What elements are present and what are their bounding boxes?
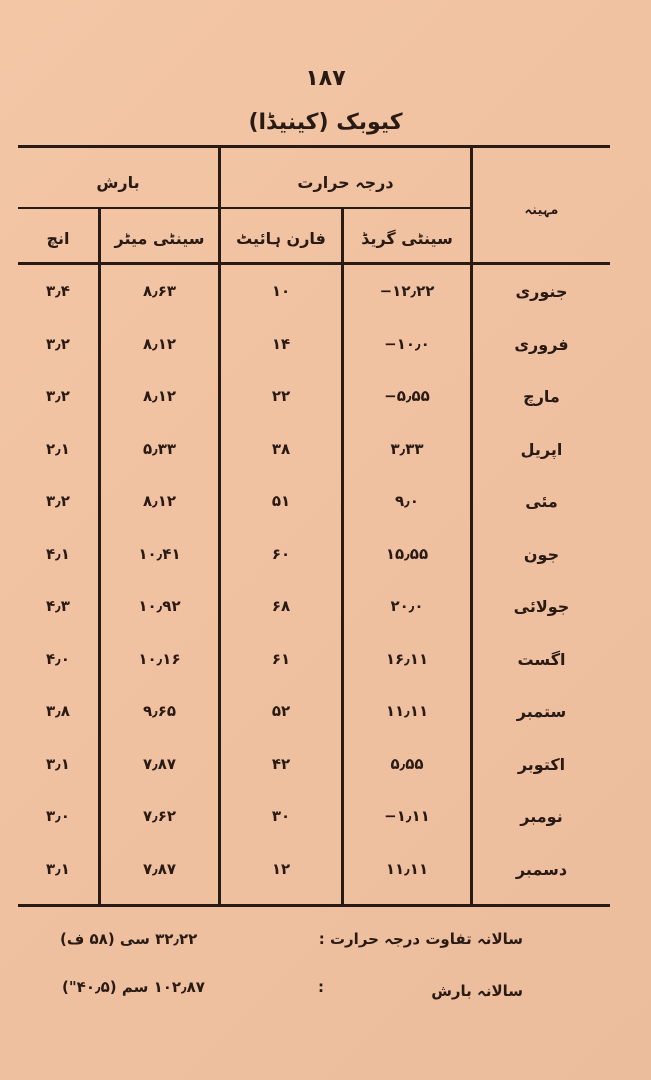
- table-cell-cm: ۸٫۶۳: [142, 282, 177, 300]
- header-celsius: سینٹی گریڈ: [361, 229, 453, 248]
- table-cell-celsius: ۱۰٫۰−: [384, 334, 430, 353]
- table-cell-fahrenheit: ۴۲: [271, 754, 291, 773]
- table-cell-inch: ۳٫۱: [46, 754, 70, 773]
- month-name: دسمبر: [515, 859, 568, 879]
- col-divider: [218, 145, 221, 904]
- table-cell-fahrenheit: ۶۰: [271, 544, 291, 563]
- month-name: اپریل: [520, 439, 563, 459]
- climate-table: [18, 145, 610, 907]
- annual-rain-value: ۱۰۲٫۸۷ سم (۴۰٫۵"): [62, 978, 205, 996]
- table-cell-fahrenheit: ۱۰: [271, 282, 291, 300]
- table-cell-celsius: ۵٫۵۵: [390, 754, 424, 773]
- month-name: جنوری: [515, 282, 568, 301]
- table-bottom-rule: [18, 904, 610, 907]
- table-cell-celsius: ۱۱٫۱۱: [385, 859, 429, 878]
- table-cell-celsius: ۱۲٫۲۲−: [379, 282, 435, 300]
- header-fahrenheit: فارن ہائیٹ: [236, 229, 326, 248]
- table-cell-cm: ۱۰٫۱۶: [138, 649, 181, 668]
- table-cell-fahrenheit: ۵۱: [271, 492, 291, 510]
- table-cell-celsius: ۱۱٫۱۱: [385, 702, 429, 720]
- table-cell-celsius: ۱۵٫۵۵: [385, 544, 429, 563]
- col-divider: [470, 145, 473, 904]
- table-cell-fahrenheit: ۵۲: [271, 702, 291, 720]
- table-cell-celsius: ۵٫۵۵−: [384, 387, 430, 405]
- table-cell-cm: ۸٫۱۲: [142, 334, 177, 353]
- table-cell-inch: ۴٫۱: [46, 544, 70, 563]
- table-cell-celsius: ۱۶٫۱۱: [385, 649, 429, 668]
- month-name: ستمبر: [516, 702, 567, 721]
- table-cell-inch: ۳٫۲: [46, 334, 70, 353]
- table-cell-cm: ۸٫۱۲: [142, 492, 177, 510]
- annual-temp-label: سالانہ تفاوت درجہ حرارت :: [318, 930, 523, 948]
- table-cell-cm: ۹٫۶۵: [142, 702, 177, 720]
- table-cell-celsius: ۱٫۱۱−: [384, 807, 430, 825]
- table-cell-fahrenheit: ۲۲: [271, 387, 291, 405]
- annual-rain-label: سالانہ بارش: [431, 982, 523, 1000]
- header-temperature: درجہ حرارت: [297, 173, 394, 192]
- table-cell-cm: ۷٫۸۷: [142, 859, 177, 878]
- table-cell-inch: ۳٫۸: [46, 702, 70, 720]
- month-name: فروری: [514, 334, 569, 354]
- table-cell-inch: ۳٫۱: [46, 859, 70, 878]
- table-cell-inch: ۳٫۰: [46, 807, 70, 825]
- group-header-rule: [18, 207, 473, 209]
- table-cell-cm: ۸٫۱۲: [142, 387, 177, 405]
- header-bottom-rule: [18, 262, 610, 265]
- month-name: اکتوبر: [517, 754, 566, 774]
- table-cell-cm: ۵٫۳۳: [142, 439, 177, 458]
- month-name: نومبر: [520, 807, 563, 826]
- table-cell-inch: ۳٫۲: [46, 387, 70, 405]
- table-cell-cm: ۷٫۸۷: [142, 754, 177, 773]
- month-name: جولائی: [513, 597, 570, 616]
- table-cell-inch: ۴٫۳: [46, 597, 70, 615]
- table-cell-celsius: ۳٫۳۳: [390, 439, 424, 458]
- table-cell-fahrenheit: ۱۴: [271, 334, 291, 353]
- table-cell-fahrenheit: ۳۰: [271, 807, 291, 825]
- table-cell-fahrenheit: ۶۱: [271, 649, 291, 668]
- page-title: کیوبک (کینیڈا): [248, 110, 403, 135]
- table-cell-inch: ۲٫۱: [46, 439, 70, 458]
- header-inch: انچ: [46, 229, 70, 248]
- table-cell-fahrenheit: ۳۸: [271, 439, 291, 458]
- table-cell-cm: ۱۰٫۹۲: [138, 597, 181, 615]
- header-centimeter: سینٹی میٹر: [114, 229, 205, 248]
- table-cell-celsius: ۹٫۰: [395, 492, 419, 510]
- table-cell-cm: ۷٫۶۲: [142, 807, 177, 825]
- table-top-rule: [18, 145, 610, 148]
- table-cell-cm: ۱۰٫۴۱: [138, 544, 181, 563]
- page-number: ۱۸۷: [305, 66, 346, 91]
- header-precipitation: بارش: [96, 173, 140, 192]
- annual-temp-value: ۳۲٫۲۲ سی (۵۸ ف): [60, 930, 198, 948]
- table-cell-inch: ۴٫۰: [46, 649, 70, 668]
- month-name: جون: [523, 544, 560, 564]
- table-cell-fahrenheit: ۶۸: [271, 597, 291, 615]
- table-cell-inch: ۳٫۲: [46, 492, 70, 510]
- annual-rain-colon: :: [318, 978, 324, 996]
- table-cell-inch: ۳٫۴: [46, 282, 70, 300]
- header-month: مہینہ: [524, 203, 559, 218]
- month-name: مئی: [525, 492, 558, 511]
- table-cell-fahrenheit: ۱۲: [271, 859, 291, 878]
- table-cell-celsius: ۲۰٫۰: [390, 597, 424, 615]
- month-name: مارچ: [523, 387, 560, 406]
- month-name: اگست: [517, 649, 566, 669]
